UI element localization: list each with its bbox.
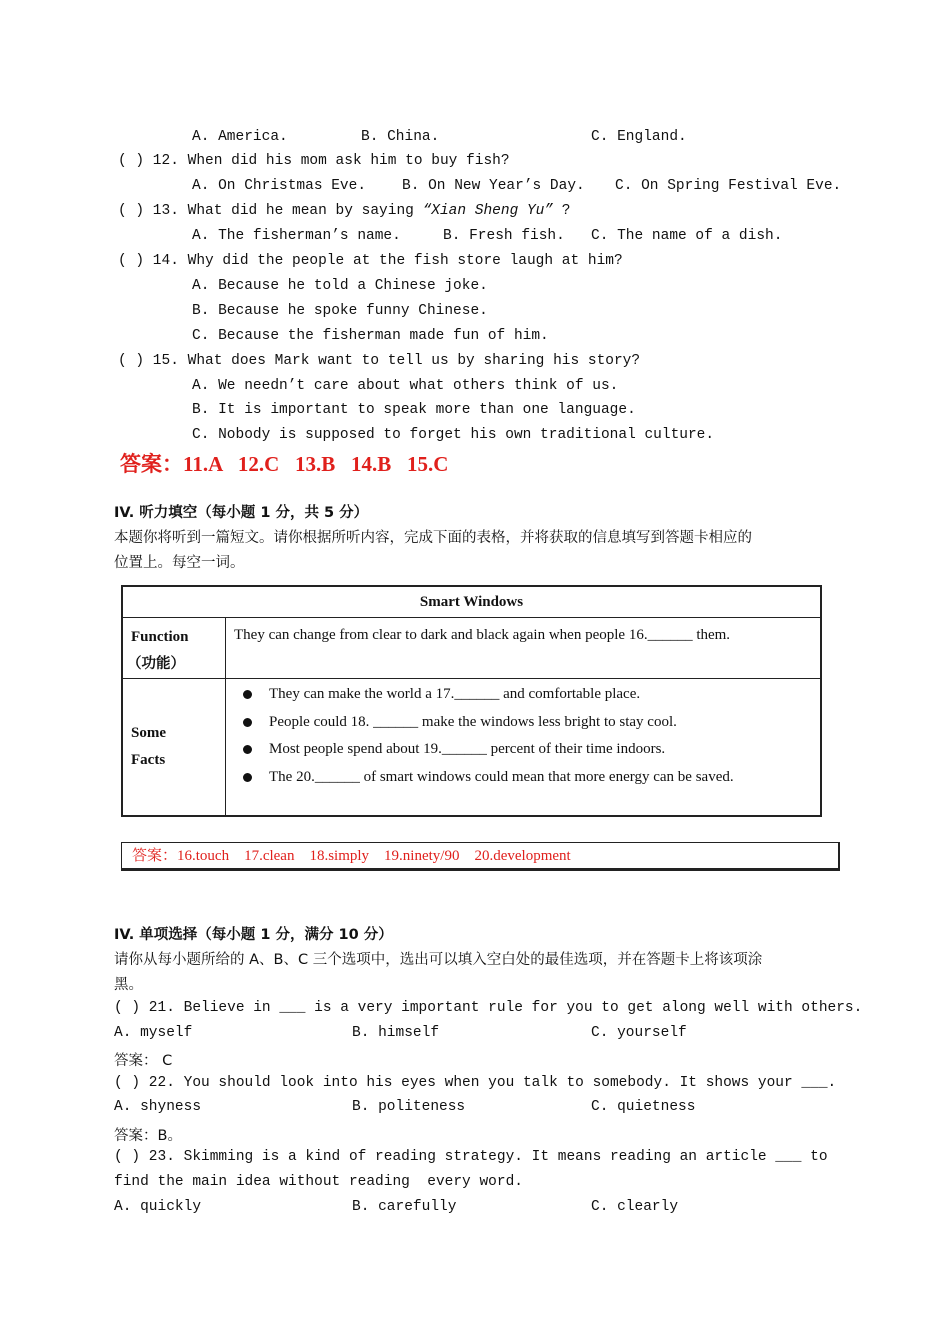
q13-stem-after: ? — [553, 203, 571, 219]
facts-list — [226, 679, 822, 816]
q13-option-b: B. Fresh fish. — [443, 228, 565, 244]
fact-item: They can make the world a 17.______ and comfortable place. — [234, 681, 812, 709]
section-listening-instruction-1: 本题你将听到一篇短文。请你根据所听内容，完成下面的表格，并将获取的信息填写到答题卡相应的 — [114, 530, 752, 546]
q21-answer: 答案： C — [114, 1053, 173, 1069]
q15-option-c: C. Nobody is supposed to forget his own traditional culture. — [192, 427, 715, 443]
q22-option-b: B. politeness — [352, 1099, 466, 1115]
fact-item: People could 18. ______ make the windows less bright to stay cool. — [234, 709, 812, 737]
q23-stem-line-2: find the main idea without reading every word. — [114, 1174, 523, 1190]
q23-option-b: B. carefully — [352, 1199, 457, 1215]
section-listening-heading: IV. 听力填空（每小题 1 分，共 5 分） — [114, 505, 369, 521]
q22-option-c: C. quietness — [591, 1099, 696, 1115]
q14-option-c: C. Because the fisherman made fun of him. — [192, 328, 549, 344]
fact-item: Most people spend about 19.______ percent of their time indoors. — [234, 736, 812, 764]
q13-stem — [118, 203, 571, 219]
fact-item: The 20.______ of smart windows could mean that more energy can be saved. — [234, 764, 812, 792]
q13-stem-before: ( ) 13. What did he mean by saying — [118, 203, 423, 219]
q22-option-a: A. shyness — [114, 1099, 202, 1115]
q12-option-c: C. On Spring Festival Eve. — [615, 178, 842, 194]
q12-option-b: B. On New Year’s Day. — [402, 178, 585, 194]
table-title: Smart Windows — [122, 586, 821, 618]
q15-stem: ( ) 15. What does Mark want to tell us by sharing his story? — [118, 353, 641, 369]
section-choice-instruction-1: 请你从每小题所给的 A、B、C 三个选项中，选出可以填入空白处的最佳选项，并在答题卡上将该项涂 — [114, 952, 763, 968]
answer-16-20: 答案：16.touch 17.clean 18.simply 19.ninety/90 20.development — [121, 842, 840, 871]
q21-option-b: B. himself — [352, 1025, 440, 1041]
q21-option-a: A. myself — [114, 1025, 193, 1041]
q15-option-b: B. It is important to speak more than one language. — [192, 402, 636, 418]
function-label — [122, 618, 226, 679]
facts-label — [122, 679, 226, 816]
function-text: They can change from clear to dark and black again when people 16.______ them. — [226, 618, 822, 679]
section-choice-instruction-2: 黑。 — [114, 977, 143, 993]
q14-option-b: B. Because he spoke funny Chinese. — [192, 303, 488, 319]
q23-option-a: A. quickly — [114, 1199, 202, 1215]
q23-stem-line-1: ( ) 23. Skimming is a kind of reading strategy. It means reading an article ___ to — [114, 1149, 828, 1165]
q13-stem-quote: “Xian Sheng Yu” — [422, 203, 554, 219]
q11-option-c: C. England. — [591, 129, 687, 145]
q11-option-b: B. China. — [361, 129, 440, 145]
facts-label-2: Facts — [131, 751, 166, 768]
q13-option-c: C. The name of a dish. — [591, 228, 783, 244]
q21-option-c: C. yourself — [591, 1025, 687, 1041]
q22-answer: 答案：B。 — [114, 1128, 182, 1144]
answer-11-15: 答案：11.A 12.C 13.B 14.B 15.C — [120, 452, 449, 476]
q14-stem: ( ) 14. Why did the people at the fish store laugh at him? — [118, 253, 623, 269]
section-choice-heading: IV. 单项选择（每小题 1 分，满分 10 分） — [114, 927, 393, 943]
q11-option-a: A. America. — [192, 129, 288, 145]
facts-label-1: Some — [131, 724, 166, 741]
q13-option-a: A. The fisherman’s name. — [192, 228, 401, 244]
q12-stem: ( ) 12. When did his mom ask him to buy fish? — [118, 153, 510, 169]
q15-option-a: A. We needn’t care about what others think of us. — [192, 378, 619, 394]
function-label-cn: （功能） — [127, 656, 185, 672]
q12-option-a: A. On Christmas Eve. — [192, 178, 367, 194]
section-listening-instruction-2: 位置上。每空一词。 — [114, 555, 245, 571]
q21-stem: ( ) 21. Believe in ___ is a very important rule for you to get along well with others. — [114, 1000, 863, 1016]
q22-stem: ( ) 22. You should look into his eyes when you talk to somebody. It shows your ___. — [114, 1075, 837, 1091]
q23-option-c: C. clearly — [591, 1199, 679, 1215]
q14-option-a: A. Because he told a Chinese joke. — [192, 278, 488, 294]
smart-windows-table — [121, 585, 822, 817]
function-label-en: Function — [131, 629, 189, 645]
